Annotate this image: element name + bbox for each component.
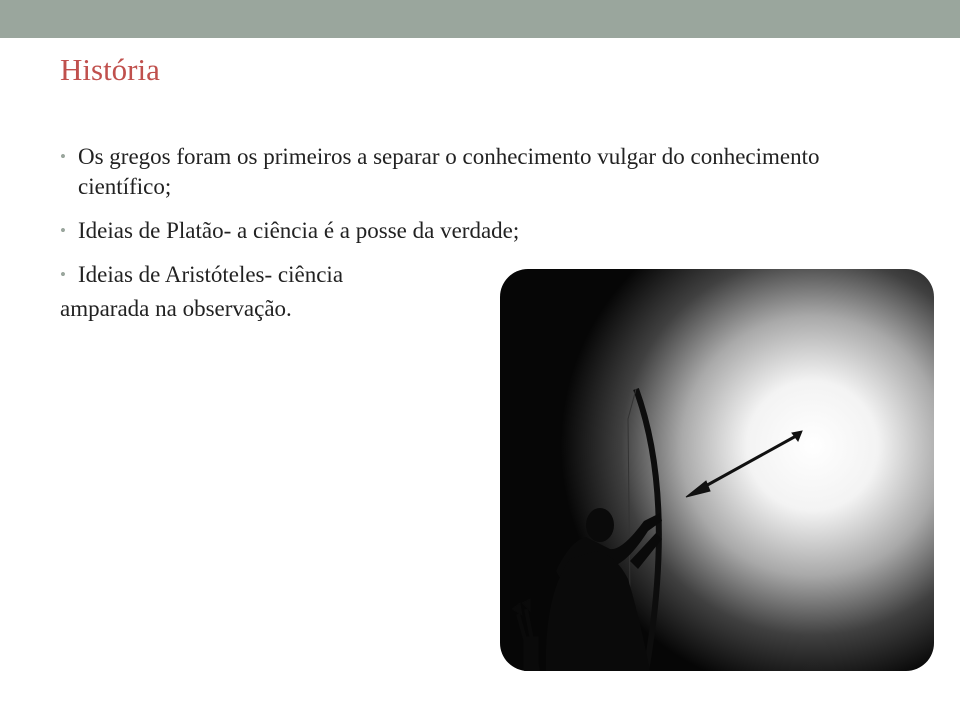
- bullet-dot-icon: •: [60, 264, 66, 284]
- archer-silhouette-icon: [500, 269, 934, 671]
- continuation-text: amparada na observação.: [60, 295, 292, 321]
- bullet-dot-icon: •: [60, 147, 66, 166]
- bullet-dot-icon: •: [60, 220, 66, 240]
- photo-reflection: [500, 671, 934, 720]
- bullet-item: [60, 142, 898, 202]
- bullet-text: Ideias de Platão- a ciência é a posse da verdade;: [78, 217, 520, 243]
- archer-photo: [500, 269, 934, 671]
- slide-title: História: [60, 52, 160, 87]
- top-band: [0, 0, 960, 38]
- reflection-fade: [500, 671, 934, 720]
- bullet-item: [60, 216, 920, 246]
- bullet-text: Ideias de Aristóteles- ciência: [78, 261, 344, 287]
- bullet-text: Os gregos foram os primeiros a separar o conhecimento vulgar do conhecimento científico;: [78, 144, 820, 199]
